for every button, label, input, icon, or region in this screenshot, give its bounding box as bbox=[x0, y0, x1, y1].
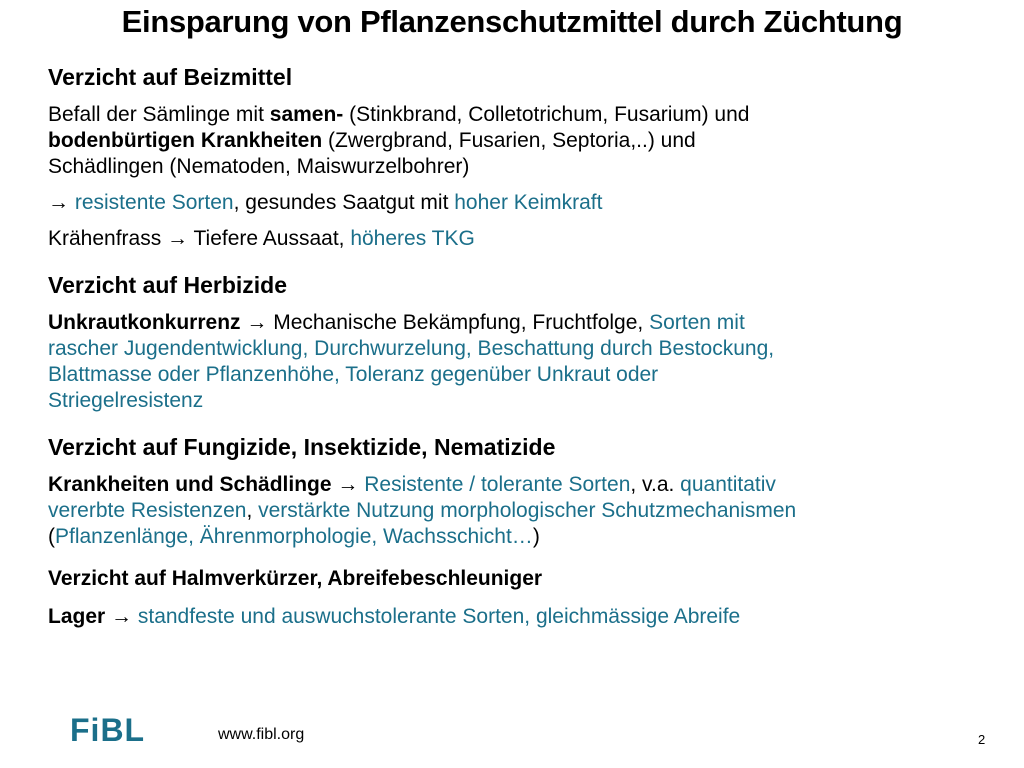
heading-fungizide: Verzicht auf Fungizide, Insektizide, Nematizide bbox=[48, 434, 556, 460]
text: (Stinkbrand, Colletotrichum, Fusarium) und bbox=[343, 103, 750, 126]
line bbox=[48, 524, 1008, 550]
para-beizmittel-befall bbox=[48, 102, 1008, 180]
text: , gesundes Saatgut mit bbox=[233, 191, 455, 214]
highlight-text: verstärkte Nutzung morphologischer Schutzmechanismen bbox=[258, 499, 797, 522]
text: Krähenfrass → Tiefere Aussaat, bbox=[48, 227, 351, 250]
highlight-text: quantitativ bbox=[680, 473, 776, 496]
fibl-logo: FiBL bbox=[70, 712, 146, 748]
line bbox=[48, 128, 1008, 154]
heading-halmverkuerzer: Verzicht auf Halmverkürzer, Abreifebeschleuniger bbox=[48, 567, 543, 590]
page-number: 2 bbox=[978, 732, 986, 747]
para-fungizide bbox=[48, 472, 1008, 550]
highlight-text: hoher Keimkraft bbox=[454, 191, 603, 214]
para-beizmittel-resistent bbox=[48, 190, 1008, 216]
line bbox=[48, 472, 1008, 498]
line: Blattmasse oder Pflanzenhöhe, Toleranz gegenüber Unkraut oder bbox=[48, 363, 659, 386]
text: (Zwergbrand, Fusarien, Septoria,..) und bbox=[322, 129, 696, 152]
highlight-text: vererbte Resistenzen bbox=[48, 499, 247, 522]
para-herbizide bbox=[48, 310, 1008, 414]
slide-content bbox=[48, 62, 1008, 630]
line bbox=[48, 102, 1008, 128]
text: → bbox=[331, 473, 365, 496]
highlight-text: resistente Sorten bbox=[74, 191, 234, 214]
text: , bbox=[246, 499, 259, 522]
line bbox=[48, 498, 1008, 524]
para-halmverkuerzer bbox=[48, 604, 1008, 630]
heading-beizmittel: Verzicht auf Beizmittel bbox=[48, 64, 293, 90]
bold-text: bodenbürtigen Krankheiten bbox=[48, 129, 323, 152]
text: ( bbox=[48, 525, 55, 548]
line bbox=[48, 310, 1008, 336]
highlight-text: höheres TKG bbox=[350, 227, 475, 250]
text: Befall der Sämlinge mit bbox=[48, 103, 270, 126]
highlight-text: Pflanzenlänge, Ährenmorphologie, Wachsschicht… bbox=[55, 525, 533, 548]
highlight-text: Sorten mit bbox=[649, 311, 745, 334]
text: , v.a. bbox=[630, 473, 681, 496]
text: ) bbox=[532, 525, 540, 548]
text: → Mechanische Bekämpfung, Fruchtfolge, bbox=[240, 311, 650, 334]
bold-text: Unkrautkonkurrenz bbox=[48, 311, 241, 334]
bold-text: Krankheiten und Schädlinge bbox=[48, 473, 332, 496]
arrow-text: → bbox=[48, 191, 75, 214]
text: → bbox=[105, 605, 138, 628]
highlight-text: Resistente / tolerante Sorten bbox=[364, 473, 631, 496]
para-beizmittel-kraehenfrass bbox=[48, 226, 1008, 252]
slide-title: Einsparung von Pflanzenschutzmittel durch Züchtung bbox=[121, 4, 903, 39]
bold-text: samen- bbox=[269, 103, 344, 126]
line: rascher Jugendentwicklung, Durchwurzelung, Beschattung durch Bestockung, bbox=[48, 337, 775, 360]
line: Striegelresistenz bbox=[48, 389, 204, 412]
highlight-text: standfeste und auswuchstolerante Sorten, gleichmässige Abreife bbox=[137, 605, 741, 628]
heading-herbizide: Verzicht auf Herbizide bbox=[48, 272, 288, 298]
footer-url[interactable]: www.fibl.org bbox=[218, 726, 305, 743]
line: Schädlingen (Nematoden, Maiswurzelbohrer) bbox=[48, 155, 470, 178]
bold-text: Lager bbox=[48, 605, 106, 628]
